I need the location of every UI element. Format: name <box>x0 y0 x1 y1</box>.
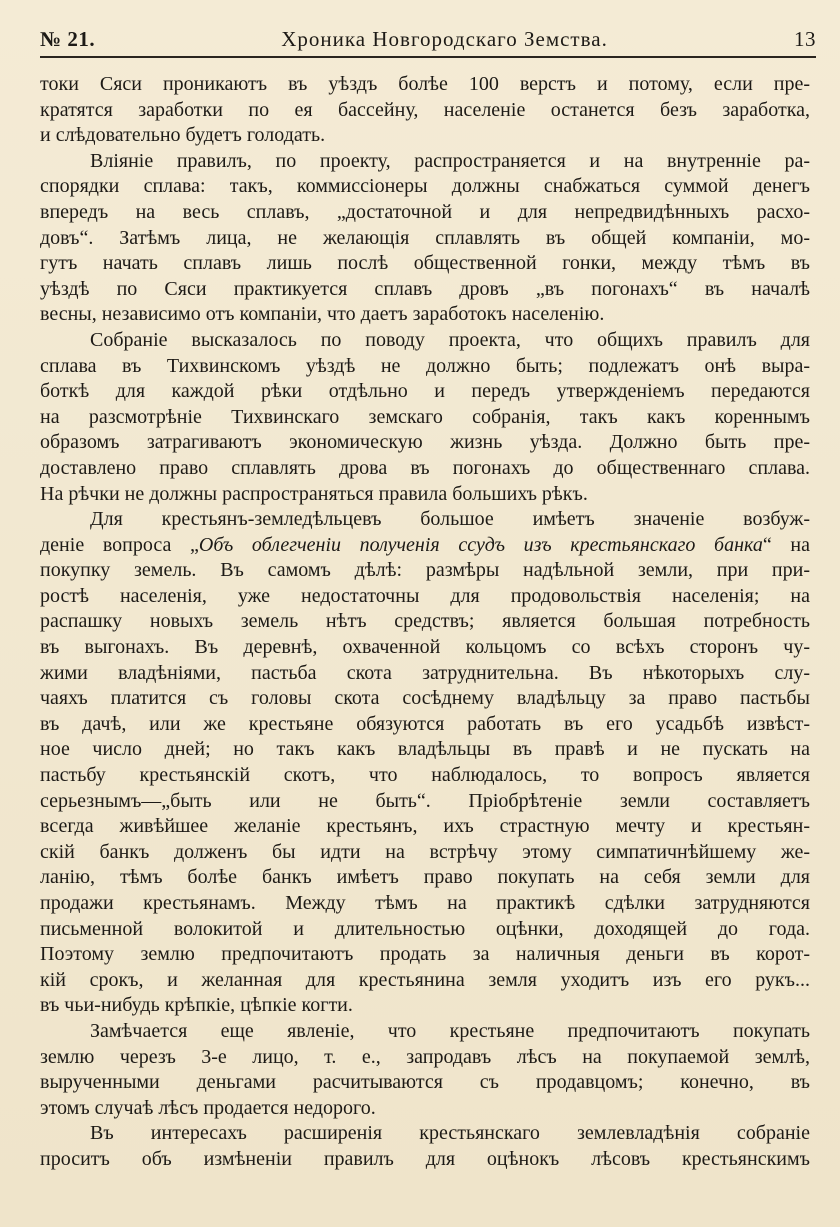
text-line: Замѣчается еще явленіе, что крестьяне предпочитаютъ покупать <box>90 1019 810 1042</box>
text-line: боткѣ для каждой рѣки отдѣльно и передъ утвержденіемъ передаются <box>40 380 810 403</box>
text-line: покупку земель. Въ самомъ дѣлѣ: размѣры надѣльной земли, при при- <box>40 559 810 582</box>
text-line: всегда живѣйшее желаніе крестьянъ, ихъ страстную мечту и крестьян- <box>40 815 810 838</box>
text-line: довъ“. Затѣмъ лица, не желающія сплавлять въ общей компаніи, мо- <box>40 226 810 249</box>
text-line: Собраніе высказалось по поводу проекта, что общихъ правилъ для <box>90 328 810 351</box>
text-segment: “ на <box>762 533 810 556</box>
text-line: жими владѣніями, пастьба скота затруднительна. Въ нѣкоторыхъ слу- <box>40 661 810 684</box>
italic-title: Объ облегченіи полученія ссудъ изъ крестьянскаго банка <box>198 533 763 556</box>
text-line: На рѣчки не должны распространяться правила большихъ рѣкъ. <box>40 482 588 505</box>
text-line: кратятся заработки по ея бассейну, населеніе останется безъ заработка, <box>40 98 810 121</box>
text-line: спорядки сплава: такъ, коммиссіонеры должны снабжаться суммой денегъ <box>40 175 810 198</box>
text-line: образомъ затрагиваютъ экономическую жизнь уѣзда. Должно быть пре- <box>40 431 810 454</box>
text-line: ростѣ населенія, уже недостаточны для продовольствія населенія; на <box>40 584 810 607</box>
text-line: въ чьи-нибудь крѣпкіе, цѣпкіе когти. <box>40 994 353 1017</box>
text-line: землю черезъ 3-е лицо, т. е., запродавъ лѣсъ на покупаемой землѣ, <box>40 1045 810 1068</box>
text-line: уѣздѣ по Сяси практикуется сплавъ дровъ „въ погонахъ“ въ началѣ <box>40 277 810 300</box>
text-line: ланію, тѣмъ болѣе банкъ имѣетъ право покупать на себя земли для <box>40 866 810 889</box>
text-line: и слѣдовательно будетъ голодать. <box>40 124 326 147</box>
text-line: весны, независимо отъ компаніи, что даетъ заработокъ населенію. <box>40 303 605 326</box>
running-header <box>40 22 816 58</box>
text-line: Въ интересахъ расширенія крестьянскаго землевладѣнія собраніе <box>90 1122 810 1145</box>
text-line: сплава въ Тихвинскомъ уѣздѣ не должно быть; подлежатъ онѣ выра- <box>40 354 810 377</box>
text-line: гутъ начать сплавъ лишь послѣ общественной гонки, между тѣмъ въ <box>40 252 810 275</box>
text-line: на разсмотрѣніе Тихвинскаго земскаго собранія, такъ какъ кореннымъ <box>40 405 810 428</box>
text-line: кій срокъ, и желанная для крестьянина земля уходитъ изъ его рукъ... <box>40 968 810 991</box>
text-line: проситъ объ измѣненіи правилъ для оцѣнокъ лѣсовъ крестьянскимъ <box>40 1147 810 1170</box>
text-line: Вліяніе правилъ, по проекту, распространяется и на внутренніе ра- <box>90 149 810 172</box>
text-line: распашку новыхъ земель нѣтъ средствъ; является большая потребность <box>40 610 810 633</box>
page-number: 13 <box>793 27 816 51</box>
text-line: этомъ случаѣ лѣсъ продается недорого. <box>40 1096 376 1119</box>
text-line: впередъ на весь сплавъ, „достаточной и для непредвидѣнныхъ расхо- <box>40 200 810 223</box>
text-line: письменной волокитой и длительностью оцѣнки, доходящей до года. <box>40 917 810 940</box>
text-line: продажи крестьянамъ. Между тѣмъ на практикѣ сдѣлки затрудняются <box>40 892 810 914</box>
text-line: скій банкъ долженъ бы идти на встрѣчу этому симпатичнѣйшему же- <box>40 840 810 863</box>
text-segment: деніе вопроса „ <box>40 533 199 556</box>
text-line: вырученными деньгами расчитываются съ продавцомъ; конечно, въ <box>40 1071 810 1094</box>
journal-title: Хроника Новгородскаго Земства. <box>281 27 608 51</box>
text-line: серьезнымъ—„быть или не быть“. Пріобрѣтеніе земли составляетъ <box>40 789 810 812</box>
article-body <box>40 72 810 1173</box>
text-line: доставлено право сплавлять дрова въ погонахъ до общественнаго сплава. <box>40 456 810 479</box>
text-line: токи Сяси проникаютъ въ уѣздъ болѣе 100 верстъ и потому, если пре- <box>40 73 810 95</box>
text-line: пастьбу крестьянскій скотъ, что наблюдалось, то вопросъ является <box>40 764 810 787</box>
text-line: въ дачѣ, или же крестьяне обязуются работать въ его усадьбѣ извѣст- <box>40 712 810 735</box>
text-line: въ выгонахъ. Въ деревнѣ, охваченной кольцомъ со всѣхъ сторонъ чу- <box>40 636 810 659</box>
text-line <box>40 533 810 559</box>
issue-number: № 21. <box>40 27 96 51</box>
text-line: ное число дней; но такъ какъ владѣльцы въ правѣ и не пускать на <box>40 738 810 761</box>
text-line: Для крестьянъ-земледѣльцевъ большое имѣетъ значеніе возбуж- <box>90 508 810 531</box>
text-line: чаяхъ платится съ головы скота сосѣднему владѣльцу за право пастьбы <box>40 687 810 710</box>
text-line: Поэтому землю предпочитаютъ продать за наличныя деньги въ корот- <box>40 943 810 966</box>
